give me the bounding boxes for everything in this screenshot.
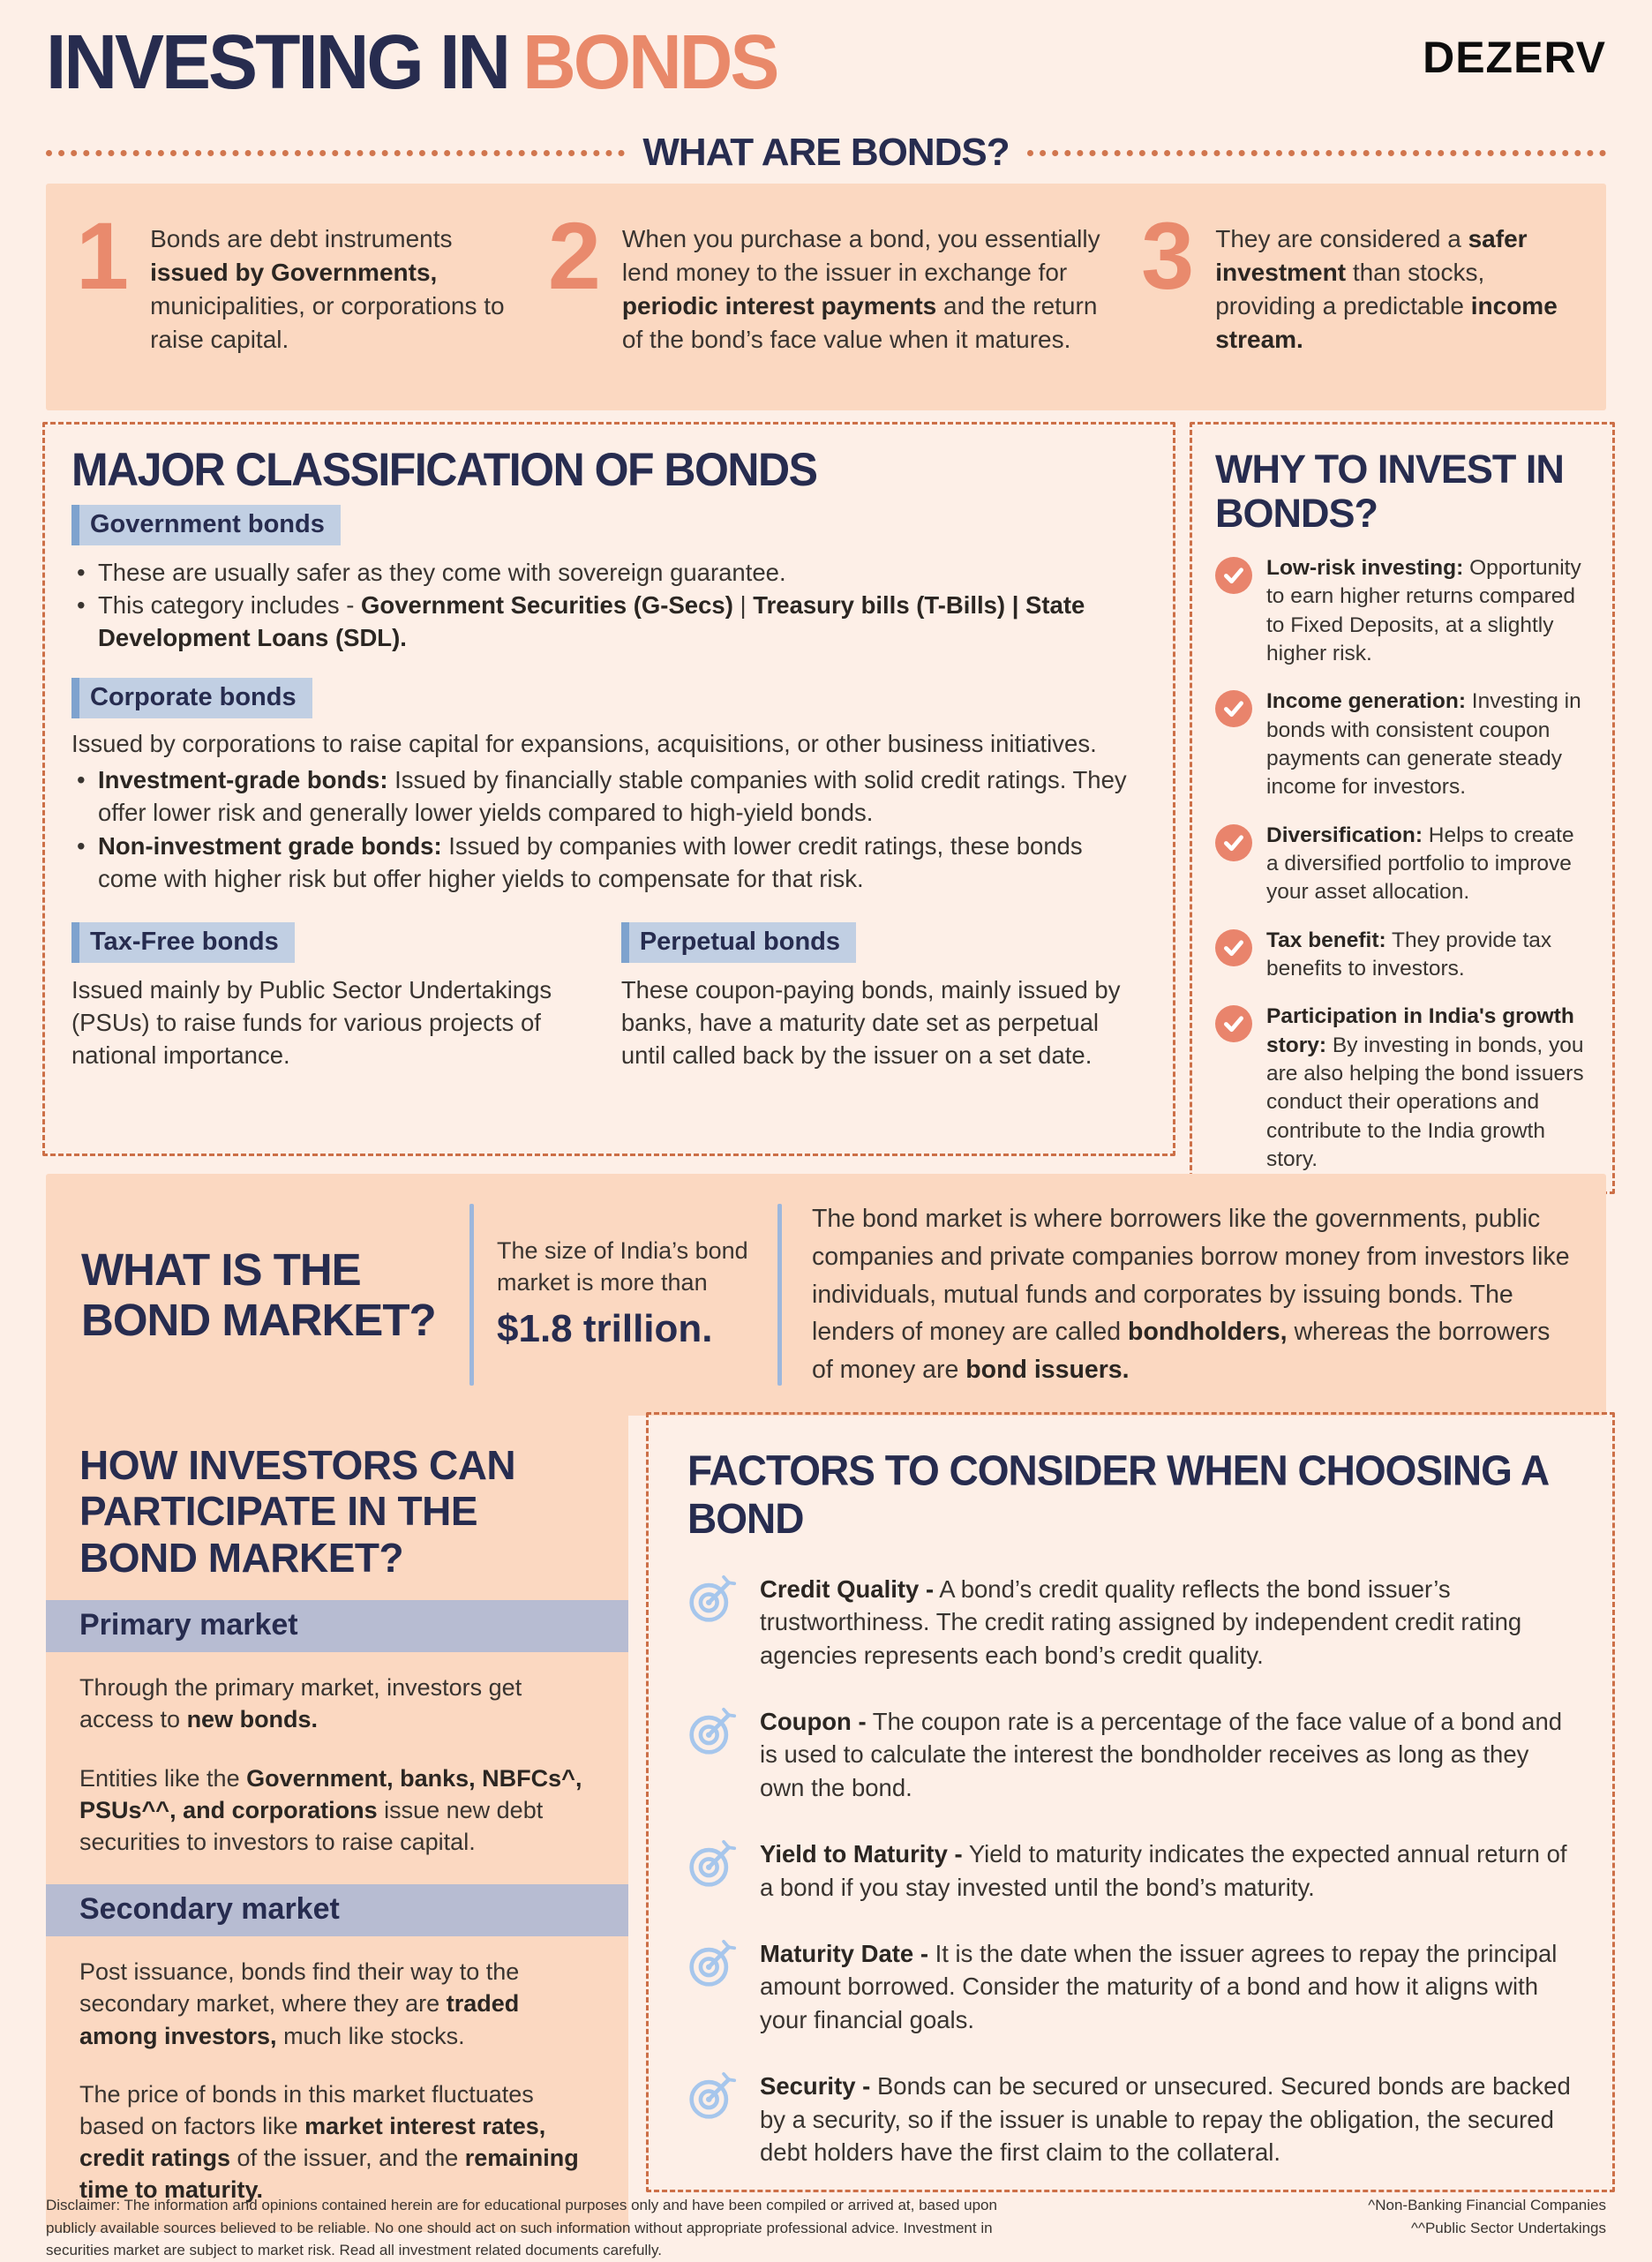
- footer: [46, 2194, 1606, 2262]
- secondary-market-para-2: The price of bonds in this market fluctuates based on factors like market interest rates, credit ratings of the issuer, and the remaining time to maturity.: [79, 2080, 579, 2204]
- why-item-3-text: Diversification: Helps to create a diversified portfolio to improve your asset allocation.: [1266, 823, 1574, 905]
- point-text-2: When you purchase a bond, you essentially lend money to the issuer in exchange for periodic interest payments and the return of the bond’s face value when it matures.: [621, 225, 1100, 354]
- why-invest-panel: [1190, 422, 1615, 1194]
- perpetual-bonds-block: [621, 922, 1146, 1072]
- perpetual-bonds-chip: Perpetual bonds: [621, 922, 856, 963]
- government-bonds-list: [75, 556, 1146, 655]
- footnote-psu: ^^Public Sector Undertakings: [1411, 2220, 1606, 2237]
- primary-market-band: Primary market: [46, 1600, 628, 1652]
- participate-title: HOW INVESTORS CAN PARTICIPATE IN THE BOND MARKET?: [79, 1442, 516, 1581]
- tax-free-bonds-text: Issued mainly by Public Sector Undertakings (PSUs) to raise funds for various projects of national importance.: [71, 975, 552, 1070]
- why-item-2-text: Income generation: Investing in bonds with consistent coupon payments can generate steady income for investors.: [1266, 689, 1581, 800]
- intro-point-2: [547, 202, 1102, 384]
- page-header: [46, 18, 1606, 105]
- why-item-3: [1215, 822, 1591, 907]
- primary-market-para-1: Through the primary market, investors get access to new bonds.: [79, 1674, 522, 1733]
- point-number-1: 1: [76, 202, 130, 309]
- bond-market-description: The bond market is where borrowers like the governments, public companies and private companies borrow money from investors like individuals, mutual funds and corporates by issuing bonds. The lenders of money are called bondholders, whereas the borrowers of money are bond issuers.: [812, 1205, 1570, 1384]
- bond-market-size: [474, 1235, 777, 1355]
- bond-market-size-lead: The size of India’s bond market is more than: [497, 1236, 748, 1296]
- target-icon: [687, 2071, 737, 2121]
- point-number-2: 2: [547, 202, 601, 309]
- why-item-4-text: Tax benefit: They provide tax benefits to investors.: [1266, 928, 1552, 981]
- secondary-market-para-1: Post issuance, bonds find their way to the secondary market, where they are traded among investors, much like stocks.: [79, 1958, 520, 2049]
- point-text-3: They are considered a safer investment than stocks, providing a predictable income stream.: [1215, 225, 1558, 354]
- factor-coupon-text: Coupon - The coupon rate is a percentage of the face value of a bond and is used to calculate the interest the bondholder receives as long as they own the bond.: [760, 1708, 1563, 1801]
- secondary-market-band: Secondary market: [46, 1884, 628, 1936]
- intro-point-3: [1141, 202, 1574, 384]
- classification-panel: [42, 422, 1175, 1156]
- government-bullet-2: • This category includes - Government Securities (G-Secs) | Treasury bills (T-Bills) | State Development Loans (SDL).: [75, 589, 1146, 655]
- dezerv-logo: DEZERV: [1423, 33, 1606, 82]
- why-item-2: [1215, 688, 1591, 801]
- why-item-1: [1215, 554, 1591, 668]
- factor-coupon: [687, 1705, 1573, 1804]
- dotted-divider-right: [1027, 150, 1606, 156]
- factor-credit-quality-text: Credit Quality - A bond’s credit quality reflects the bond issuer’s trustworthiness. The credit rating assigned by independent credit rating agencies represents each bond’s credit quality.: [760, 1574, 1522, 1669]
- why-invest-title: WHY TO INVEST IN BONDS?: [1215, 447, 1564, 536]
- page-title: [46, 18, 777, 105]
- check-icon: [1215, 1005, 1252, 1042]
- corporate-bullet-1: • Investment-grade bonds: Issued by financially stable companies with solid credit ratings. They offer lower risk and generally lower yields compared to high-yield bonds.: [75, 763, 1146, 830]
- perpetual-bonds-text: These coupon-paying bonds, mainly issued by banks, have a maturity date set as perpetual until called back by the issuer on a set date.: [620, 975, 1121, 1070]
- classification-title: MAJOR CLASSIFICATION OF BONDS: [71, 443, 817, 496]
- participate-panel: [46, 1412, 628, 2232]
- footnotes: [1368, 2194, 1606, 2241]
- bond-market-title: WHAT IS THE BOND MARKET?: [81, 1244, 436, 1345]
- check-icon: [1215, 929, 1252, 966]
- why-item-4: [1215, 927, 1591, 984]
- factors-title: FACTORS TO CONSIDER WHEN CHOOSING A BOND: [687, 1447, 1548, 1543]
- check-icon: [1215, 557, 1252, 594]
- bond-market-panel: [46, 1174, 1606, 1416]
- what-are-bonds-panel: [46, 184, 1606, 410]
- factor-security-text: Security - Bonds can be secured or unsecured. Secured bonds are backed by a security, so if the issuer is unable to repay the obligation, the secured debt holders have the first claim to the collateral.: [760, 2072, 1571, 2166]
- target-icon: [687, 1707, 737, 1756]
- primary-market-para-2: Entities like the Government, banks, NBFCs^, PSUs^^, and corporations issue new debt securities to investors to raise capital.: [79, 1764, 582, 1855]
- factor-security: [687, 2070, 1573, 2168]
- factors-panel: [646, 1412, 1615, 2192]
- point-text-1: Bonds are debt instruments issued by Governments, municipalities, or corporations to raise capital.: [150, 225, 505, 354]
- what-are-bonds-titlebar: [46, 131, 1606, 175]
- what-are-bonds-title: WHAT ARE BONDS?: [642, 131, 1010, 174]
- tax-free-bonds-chip: Tax-Free bonds: [71, 922, 295, 963]
- factor-yield-to-maturity: [687, 1837, 1573, 1904]
- intro-point-1: [76, 202, 509, 384]
- why-item-1-text: Low-risk investing: Opportunity to earn higher returns compared to Fixed Deposits, at a slightly higher risk.: [1266, 556, 1581, 665]
- check-icon: [1215, 690, 1252, 727]
- factor-yield-to-maturity-text: Yield to Maturity - Yield to maturity indicates the expected annual return of a bond if you stay invested until the bond’s maturity.: [760, 1840, 1567, 1901]
- target-icon: [687, 1839, 737, 1889]
- corporate-bullet-2: • Non-investment grade bonds: Issued by companies with lower credit ratings, these bonds come with higher risk but offer higher yields to compensate for that risk.: [75, 830, 1146, 896]
- dotted-divider-left: [46, 150, 625, 156]
- target-icon: [687, 1939, 737, 1988]
- government-bonds-chip: Government bonds: [71, 505, 341, 545]
- factor-maturity-date: [687, 1937, 1573, 2036]
- corporate-intro: Issued by corporations to raise capital for expansions, acquisitions, or other business initiatives.: [71, 729, 1097, 757]
- page-title-accent: BONDS: [522, 18, 777, 105]
- target-icon: [687, 1574, 737, 1624]
- disclaimer-text: Disclaimer: The information and opinions contained herein are for educational purposes only and have been compiled or arrived at, based upon publicly available sources believed to be reliable. No one should act on such information without appropriate professional advice. Investment in securities market are subject to market risk. Read all investment related documents carefully.: [46, 2197, 997, 2258]
- factor-maturity-date-text: Maturity Date - It is the date when the issuer agrees to repay the principal amount borrowed. Consider the maturity of a bond and how it aligns with your financial goals.: [760, 1940, 1558, 2033]
- why-item-5-text: Participation in India's growth story: By investing in bonds, you are also helping the bond issuers conduct their operations and contribute to the India growth story.: [1266, 1004, 1584, 1171]
- check-icon: [1215, 824, 1252, 861]
- tax-free-bonds-block: [71, 922, 572, 1072]
- factor-credit-quality: [687, 1573, 1573, 1672]
- corporate-bonds-chip: Corporate bonds: [71, 678, 312, 718]
- special-bonds-columns: [71, 922, 1146, 1072]
- footnote-nbfc: ^Non-Banking Financial Companies: [1368, 2197, 1606, 2213]
- bond-market-size-value: $1.8 trillion.: [497, 1306, 713, 1350]
- page-title-dark: INVESTING IN: [46, 18, 509, 105]
- point-number-3: 3: [1141, 202, 1195, 309]
- why-item-5: [1215, 1003, 1591, 1174]
- corporate-bonds-list: [75, 763, 1146, 896]
- government-bullet-1: • These are usually safer as they come with sovereign guarantee.: [75, 556, 1146, 589]
